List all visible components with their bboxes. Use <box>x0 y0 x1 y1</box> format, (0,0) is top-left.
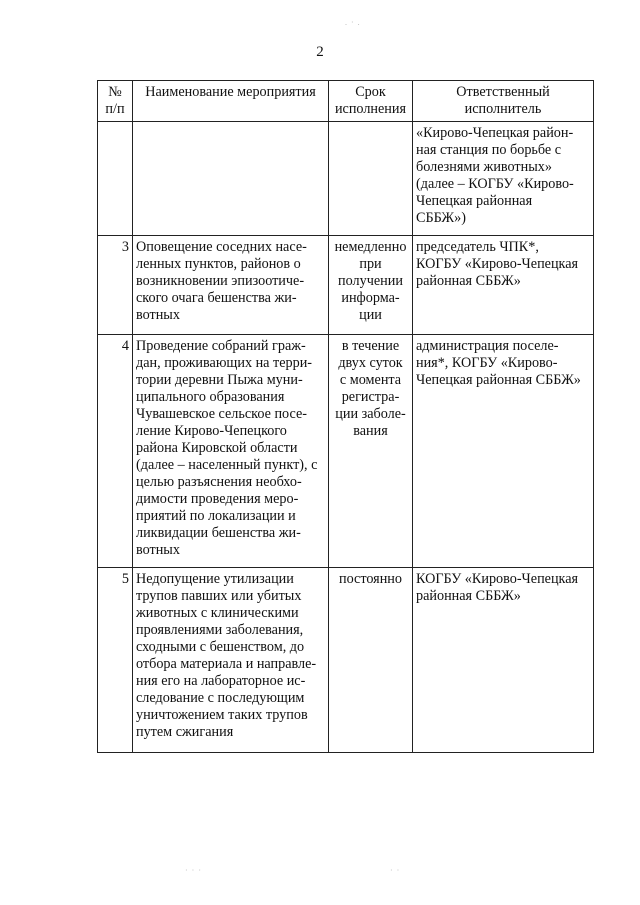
text-line: Проведение собраний граж- <box>136 338 306 354</box>
text-line: следование с последующим <box>136 690 305 706</box>
row-number: 3 <box>121 239 129 255</box>
header-line: Ответственный <box>456 84 550 100</box>
text-line: ского очага бешенства жи- <box>136 290 297 306</box>
text-line: (далее – населенный пункт), с <box>136 457 318 473</box>
header-number <box>98 81 133 122</box>
text-line: КОГБУ «Кирово-Чепецкая <box>416 571 579 587</box>
text-line: путем сжигания <box>136 724 234 740</box>
text-line: районная СББЖ» <box>416 588 521 604</box>
cell-number <box>98 568 133 753</box>
text-line: животных с клиническими <box>136 605 299 621</box>
row-number: 4 <box>121 338 129 354</box>
text-line: регистра- <box>341 389 400 405</box>
cell-measure-name <box>133 236 329 335</box>
text-line: вотных <box>136 307 180 323</box>
cell-term <box>329 335 413 568</box>
text-line: приятий по локализации и <box>136 508 296 524</box>
text-line: ная станция по борьбе с <box>416 142 562 158</box>
text-line: дан, проживающих на терри- <box>136 355 313 371</box>
text-line: тории деревни Пыжа муни- <box>136 372 303 388</box>
text-line: целью разъяснения необхо- <box>136 474 302 490</box>
text-line: «Кирово-Чепецкая район- <box>416 125 574 141</box>
cell-term <box>329 568 413 753</box>
text-line: ния его на лабораторное ис- <box>136 673 306 689</box>
text-line: сходными с бешенством, до <box>136 639 305 655</box>
table-row <box>98 568 594 753</box>
text-line: возникновении эпизоотиче- <box>136 273 305 289</box>
scan-speck-top: . · . <box>345 18 361 27</box>
table-row <box>98 335 594 568</box>
header-name <box>133 81 329 122</box>
text-line: ния*, КОГБУ «Кирово- <box>416 355 558 371</box>
header-line: Срок <box>355 84 386 100</box>
header-line: Наименование мероприятия <box>145 84 316 100</box>
text-line: Чепецкая районная <box>416 193 533 209</box>
scan-speck-bottom-left: · · · <box>185 866 202 875</box>
cell-measure-name <box>133 568 329 753</box>
text-line: постоянно <box>339 571 402 587</box>
header-responsible <box>413 81 594 122</box>
text-line: Чувашевское сельское посе- <box>136 406 307 422</box>
page-number: 2 <box>316 44 324 60</box>
text-line: проявлениями заболевания, <box>136 622 304 638</box>
text-line: ципального образования <box>136 389 285 405</box>
cell-term <box>329 122 413 236</box>
text-line: информа- <box>341 290 400 306</box>
text-line: района Кировской области <box>136 440 298 456</box>
text-line: Чепецкая районная СББЖ» <box>416 372 581 388</box>
cell-responsible <box>413 568 594 753</box>
table-row <box>98 236 594 335</box>
text-line: Оповещение соседних насе- <box>136 239 307 255</box>
header-line: п/п <box>105 101 125 117</box>
text-line: администрация поселе- <box>416 338 559 354</box>
text-line: с момента <box>339 372 402 388</box>
text-line: вания <box>353 423 388 439</box>
cell-measure-name <box>133 335 329 568</box>
text-line: отбора материала и направле- <box>136 656 317 672</box>
row-number: 5 <box>121 571 129 587</box>
text-line: немедленно <box>334 239 407 255</box>
text-line: трупов павших или убитых <box>136 588 302 604</box>
cell-responsible <box>413 122 594 236</box>
text-line: районная СББЖ» <box>416 273 521 289</box>
text-line: СББЖ») <box>416 210 466 226</box>
text-line: ции <box>359 307 382 323</box>
text-line: уничтожением таких трупов <box>136 707 308 723</box>
header-line: исполнитель <box>464 101 542 117</box>
cell-responsible <box>413 335 594 568</box>
cell-number <box>98 122 133 236</box>
text-line: ликвидации бешенства жи- <box>136 525 301 541</box>
text-line: болезнями животных» <box>416 159 552 175</box>
cell-responsible <box>413 236 594 335</box>
measures-table <box>97 80 594 753</box>
table-row <box>98 122 594 236</box>
text-line: при <box>359 256 382 272</box>
cell-number <box>98 236 133 335</box>
text-line: ленных пунктов, районов о <box>136 256 301 272</box>
text-line: получении <box>338 273 403 289</box>
table-header-row <box>98 81 594 122</box>
cell-term <box>329 236 413 335</box>
scan-speck-bottom-right: · · <box>390 866 401 875</box>
text-line: КОГБУ «Кирово-Чепецкая <box>416 256 579 272</box>
text-line: ление Кирово-Чепецкого <box>136 423 287 439</box>
text-line: двух суток <box>338 355 403 371</box>
text-line: вотных <box>136 542 180 558</box>
cell-measure-name <box>133 122 329 236</box>
text-line: председатель ЧПК*, <box>416 239 539 255</box>
header-term <box>329 81 413 122</box>
cell-number <box>98 335 133 568</box>
text-line: Недопущение утилизации <box>136 571 294 587</box>
text-line: ции заболе- <box>335 406 406 422</box>
header-line: исполнения <box>334 101 407 117</box>
text-line: в течение <box>341 338 400 354</box>
text-line: (далее – КОГБУ «Кирово- <box>416 176 574 192</box>
text-line: димости проведения меро- <box>136 491 299 507</box>
header-line: № <box>108 84 122 100</box>
